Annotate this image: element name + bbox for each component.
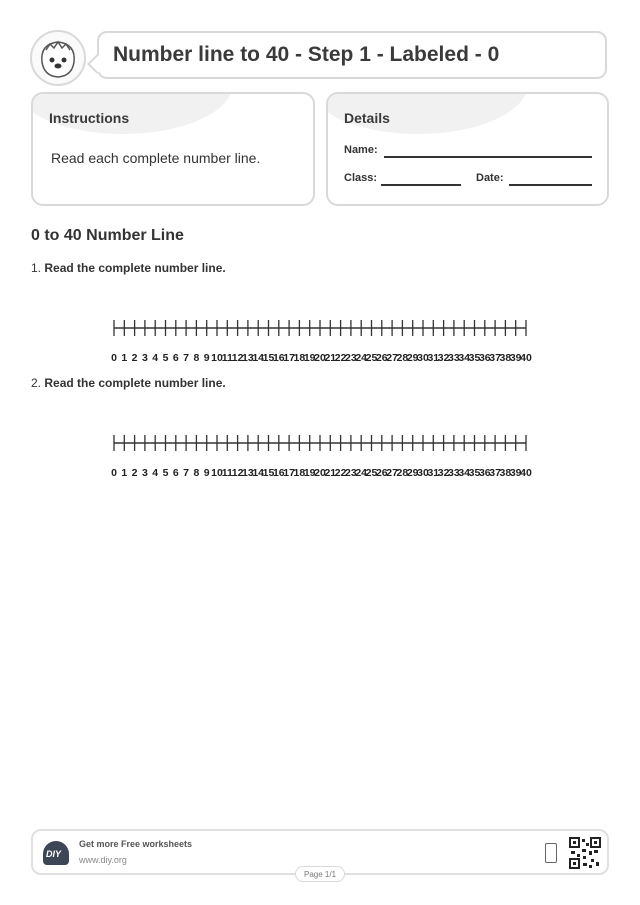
tick-label: 31 (427, 467, 440, 479)
tick-label: 18 (293, 352, 306, 364)
tick-label: 39 (509, 352, 522, 364)
tick-label: 33 (448, 467, 460, 479)
tick-label: 12 (231, 352, 244, 364)
tick-label: 29 (406, 352, 419, 364)
tick-label: 28 (396, 467, 409, 479)
tick-label: 14 (252, 352, 265, 364)
tick-label: 0 (111, 352, 117, 364)
tick-label: 20 (314, 467, 326, 479)
tick-label: 35 (468, 352, 481, 364)
tick-label: 3 (141, 352, 148, 364)
tick-label: 17 (283, 352, 295, 364)
tick-label: 39 (509, 467, 522, 479)
tick-label: 9 (203, 467, 210, 479)
tick-label: 7 (183, 467, 190, 479)
tick-label: 23 (345, 352, 357, 364)
tick-label: 2 (131, 467, 138, 479)
tick-label: 28 (396, 352, 409, 364)
tick-label: 24 (355, 467, 368, 479)
name-label: Name: (344, 144, 378, 156)
question-2-text: Read the complete number line. (44, 376, 226, 390)
tick-label: 32 (437, 467, 450, 479)
tick-label: 0 (111, 467, 117, 479)
tick-label: 21 (324, 352, 337, 364)
tick-label: 31 (427, 352, 440, 364)
tick-label: 38 (499, 467, 512, 479)
tick-label: 29 (406, 467, 419, 479)
tick-label: 15 (262, 467, 275, 479)
instructions-card (31, 92, 315, 206)
question-2-number: 2. (31, 376, 42, 390)
tick-label: 16 (272, 352, 285, 364)
page-number: Page 1/1 (295, 866, 345, 882)
tick-label: 6 (172, 467, 179, 479)
footer-link[interactable]: www.diy.org (79, 855, 127, 865)
tick-label: 11 (221, 467, 233, 479)
page-title: Number line to 40 - Step 1 - Labeled - 0 (113, 43, 500, 66)
tick-label: 33 (448, 352, 460, 364)
tick-label: 17 (283, 467, 295, 479)
question-1-text: Read the complete number line. (44, 261, 226, 275)
tick-label: 35 (468, 467, 481, 479)
tick-label: 30 (417, 352, 429, 364)
tick-label: 19 (303, 352, 316, 364)
tick-label: 1 (121, 467, 128, 479)
tick-label: 36 (478, 352, 491, 364)
details-card (326, 92, 609, 206)
tick-label: 37 (489, 352, 501, 364)
tick-label: 34 (458, 467, 471, 479)
tick-label: 8 (193, 352, 200, 364)
instructions-text: Read each complete number line. (51, 150, 261, 166)
tick-label: 9 (203, 352, 210, 364)
tick-label: 20 (314, 352, 326, 364)
number-line-2 (100, 427, 540, 487)
date-field[interactable] (509, 184, 592, 186)
name-field[interactable] (384, 156, 592, 158)
tick-label: 4 (152, 467, 159, 479)
tick-label: 36 (478, 467, 491, 479)
tick-label: 15 (262, 352, 275, 364)
tick-label: 27 (386, 467, 398, 479)
tick-label: 2 (131, 352, 138, 364)
tick-label: 1 (121, 352, 128, 364)
class-field[interactable] (381, 184, 461, 186)
details-heading: Details (344, 110, 390, 126)
tick-label: 27 (386, 352, 398, 364)
tick-label: 10 (211, 467, 223, 479)
mascot-avatar (30, 30, 86, 86)
class-label: Class: (344, 172, 378, 184)
tick-label: 10 (211, 352, 223, 364)
title-banner (97, 31, 607, 79)
tick-label: 26 (375, 467, 388, 479)
tick-label: 21 (324, 467, 337, 479)
date-label: Date: (476, 172, 504, 184)
instructions-heading: Instructions (49, 110, 130, 126)
tick-label: 25 (365, 467, 378, 479)
tick-label: 34 (458, 352, 471, 364)
tick-label: 5 (162, 352, 169, 364)
tick-label: 30 (417, 467, 429, 479)
tick-label: 24 (355, 352, 368, 364)
tick-label: 22 (334, 352, 347, 364)
tick-label: 26 (375, 352, 388, 364)
tick-label: 40 (520, 467, 532, 479)
tick-label: 16 (272, 467, 285, 479)
tick-label: 22 (334, 467, 347, 479)
phone-icon (545, 843, 557, 863)
tick-label: 7 (183, 352, 190, 364)
footer-promo: Get more Free worksheets (79, 839, 193, 849)
tick-label: 14 (252, 467, 265, 479)
tick-label: 13 (242, 467, 254, 479)
tick-label: 19 (303, 467, 316, 479)
tick-label: 5 (162, 467, 169, 479)
tick-label: 11 (221, 352, 233, 364)
tick-label: 40 (520, 352, 532, 364)
tick-label: 23 (345, 467, 357, 479)
tick-label: 32 (437, 352, 450, 364)
tick-label: 25 (365, 352, 378, 364)
question-2 (31, 376, 226, 390)
tick-label: 38 (499, 352, 512, 364)
tick-label: 8 (193, 467, 200, 479)
number-line-1 (100, 312, 540, 372)
tick-label: 18 (293, 467, 306, 479)
qr-code-icon (569, 837, 601, 869)
question-1 (31, 261, 226, 275)
tick-label: 4 (152, 352, 159, 364)
tick-label: 13 (242, 352, 254, 364)
tick-label: 3 (141, 467, 148, 479)
tick-label: 37 (489, 467, 501, 479)
question-1-number: 1. (31, 261, 42, 275)
tick-label: 12 (231, 467, 244, 479)
section-title: 0 to 40 Number Line (31, 227, 184, 244)
diy-logo: DIY (43, 841, 69, 865)
tick-label: 6 (172, 352, 179, 364)
